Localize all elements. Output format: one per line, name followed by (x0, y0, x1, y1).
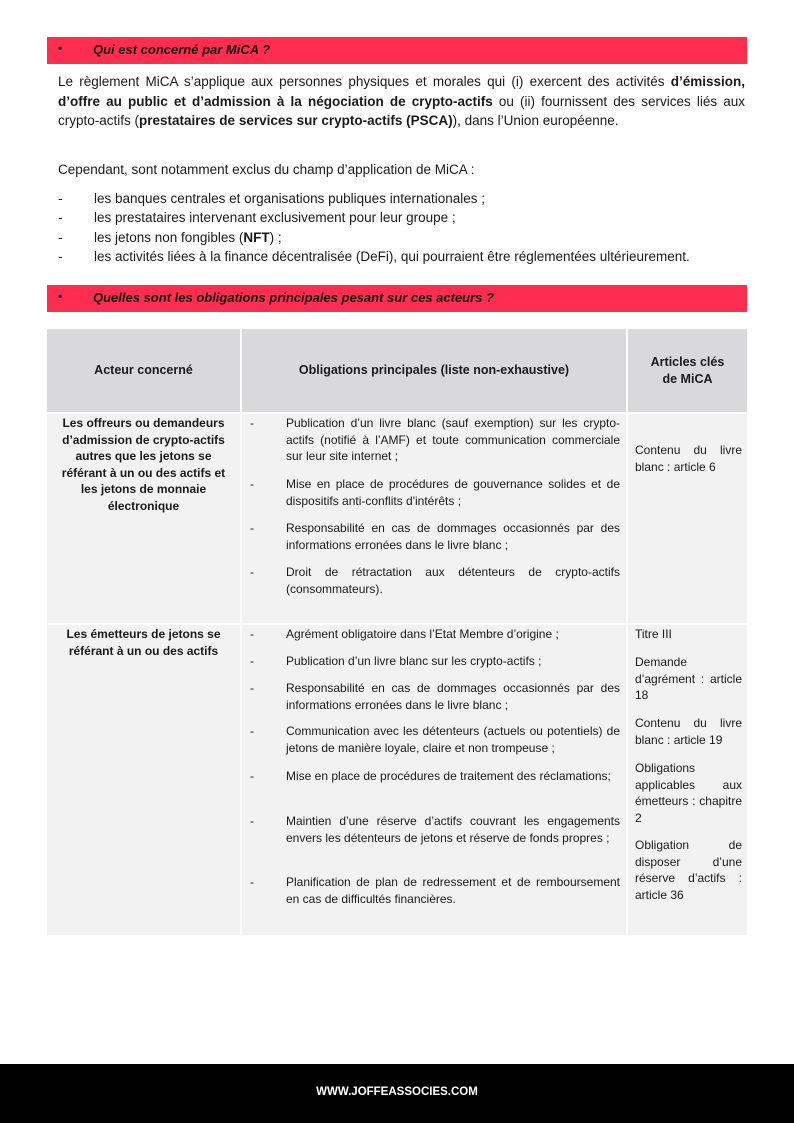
table-row-obligations: - Agrément obligatoire dans l’Etat Membre d’origine ; - Publication d’un livre blanc sur les crypto-actifs ; - Responsabilité en cas de dommages occasionnés par des informations erronées dans le livre blanc ; - Communication avec les détenteurs (actuels ou potentiels) de jetons de manière loyale, claire et non trompeuse ; - Mise en place de procédures de traitement des réclamations; - Maintien d’une réserve d’actifs couvrant les engagements envers les détenteurs de jetons et réserve de fonds propres ; - Planification de plan de redressement et de remboursement en cas de difficultés financières. (242, 625, 626, 935)
article-ref: Obligations applicables aux émetteurs : chapitre 2 (635, 761, 742, 825)
column-header-articles: Articles clés de MiCA (628, 329, 747, 412)
column-header-obligations: Obligations principales (liste non-exhaustive) (242, 329, 626, 412)
column-header-actor: Acteur concerné (47, 329, 240, 412)
table-row-articles (628, 414, 747, 623)
section-title: Quelles sont les obligations principales pesant sur ces acteurs ? (93, 290, 494, 305)
article-ref: Titre III (635, 627, 672, 641)
section-header-obligations (47, 285, 747, 312)
article-ref: Contenu du livre blanc : article 19 (635, 716, 742, 747)
intro-paragraph: Le règlement MiCA s’applique aux personnes physiques et morales qui (i) exercent des activités d’émission, d’offre au public et d’admission à la négociation de crypto-actifs ou (ii) fournissent des services liés aux crypto-actifs (prestataires de services sur crypto-actifs (PSCA)), dans l’Union européenne. (58, 74, 745, 128)
footer-website: WWW.JOFFEASSOCIES.COM (316, 1086, 478, 1098)
table-row-actor: Les émetteurs de jetons se référant à un ou des actifs (47, 625, 240, 935)
bullet-icon: • (58, 289, 63, 303)
section-header-mica-scope (47, 37, 747, 64)
article-ref: Demande d’agrément : article 18 (635, 655, 742, 702)
section-title: Qui est concerné par MiCA ? (93, 42, 271, 57)
exclusions-intro: Cependant, sont notamment exclus du champ d’application de MiCA : (58, 162, 475, 177)
page-footer (0, 1064, 794, 1123)
obligations-table (47, 329, 747, 935)
article-ref: Contenu du livre blanc : article 6 (635, 443, 742, 474)
table-row-obligations: - Publication d’un livre blanc (sauf exemption) sur les crypto-actifs (notifié à l’AMF) et toute communication commerciale sur leur site internet ; - Mise en place de procédures de gouvernance solides et de dispositifs anti-conflits d'intérêts ; - Responsabilité en cas de dommages occasionnés par des informations erronées dans le livre blanc ; - Droit de rétractation aux détenteurs de crypto-actifs (consommateurs). (242, 414, 626, 623)
article-ref: Obligation de disposer d’une réserve d’actifs : article 36 (635, 838, 742, 902)
table-row-actor: Les offreurs ou demandeurs d’admission de crypto-actifs autres que les jetons se référant à un ou des actifs et les jetons de monnaie électronique (47, 414, 240, 623)
table-row-articles (628, 625, 747, 935)
bullet-icon: • (58, 41, 63, 55)
